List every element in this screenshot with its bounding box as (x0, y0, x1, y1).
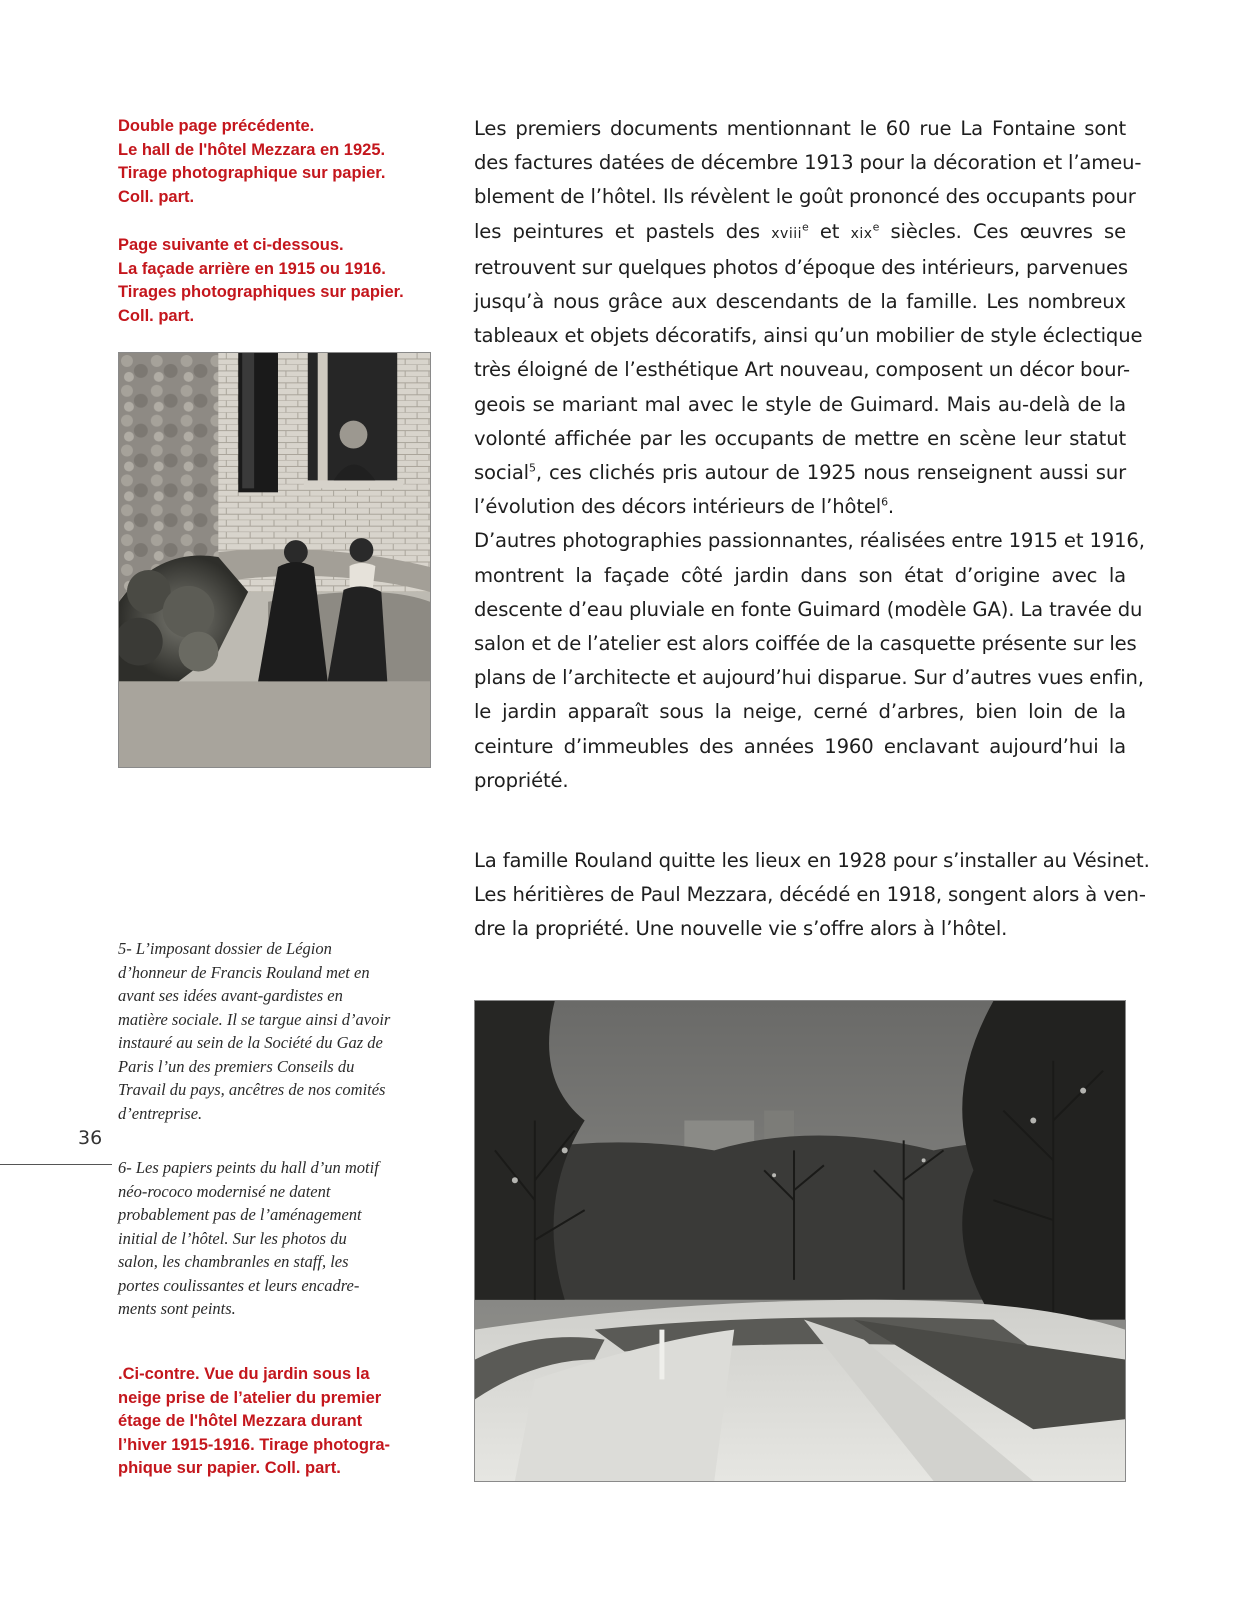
body-line (474, 215, 1126, 251)
body-line: salon et de l’atelier est alors coiffée de la casquette présente sur les (474, 632, 1137, 656)
footnote-6 (118, 1156, 438, 1321)
text-run: . (887, 495, 895, 519)
body-line: tableaux et objets décoratifs, ainsi qu’un mobilier de style éclectique (474, 324, 1143, 348)
century-numeral: xix (850, 225, 873, 242)
text-run: et (808, 219, 851, 243)
caption-previous-spread (118, 115, 428, 209)
caption-line: Coll. part. (118, 187, 195, 206)
footnote-5 (118, 937, 438, 1125)
body-line: le jardin apparaît sous la neige, cerné d’arbres, bien loin de la (474, 700, 1126, 724)
body-line: geois se mariant mal avec le style de Guimard. Mais au-delà de la (474, 392, 1126, 416)
footnote-ref-6[interactable]: 6 (881, 495, 888, 509)
body-paragraph-1 (474, 112, 1145, 798)
body-line: propriété. (474, 768, 569, 792)
footnote-line: 5- L’imposant dossier de Légion (118, 939, 332, 958)
body-line (474, 490, 1126, 524)
footnote-line: néo-rococo modernisé ne datent (118, 1181, 331, 1201)
footnote-line: Paris l’un des premiers Conseils du (118, 1056, 355, 1076)
photo-garden-snow (474, 1000, 1126, 1482)
century-numeral: xviii (771, 225, 803, 242)
footnote-line: initial de l’hôtel. Sur les photos du (118, 1228, 347, 1248)
footnote-line: d’honneur de Francis Rouland met en (118, 962, 370, 982)
text-run: social (474, 461, 529, 485)
text-run: , ces clichés pris autour de 1925 nous renseignent aussi sur (535, 461, 1126, 485)
caption-line: Le hall de l'hôtel Mezzara en 1925. (118, 140, 386, 159)
superscript: e (872, 220, 880, 234)
body-line: descente d’eau pluviale en fonte Guimard (modèle GA). La travée du (474, 597, 1143, 621)
caption-line: Page suivante et ci-dessous. (118, 236, 344, 254)
caption-facade (118, 234, 428, 328)
footnote-line: 6- Les papiers peints du hall d’un motif (118, 1158, 379, 1177)
footnote-ref-5[interactable]: 5 (528, 461, 536, 475)
body-line: Les héritières de Paul Mezzara, décédé en 1918, songent alors à ven- (474, 883, 1146, 907)
footnote-line: instauré au sein de la Société du Gaz de (118, 1033, 383, 1052)
body-line: des factures datées de décembre 1913 pour la décoration et l’ameu- (474, 151, 1142, 175)
body-line: La famille Rouland quitte les lieux en 1928 pour s’installer au Vésinet. (474, 849, 1150, 872)
body-line (474, 456, 1126, 490)
caption-line: La façade arrière en 1915 ou 1916. (118, 259, 386, 278)
body-paragraph-2 (474, 844, 1150, 947)
body-line: blement de l’hôtel. Ils révèlent le goût prononcé des occupants pour (474, 185, 1136, 209)
page-number: 36 (78, 1127, 103, 1149)
footnote-line: matière sociale. Il se targue ainsi d’avoir (118, 1009, 391, 1029)
caption-line: Double page précédente. (118, 117, 315, 135)
caption-line: neige prise de l’atelier du premier (118, 1388, 382, 1407)
body-line: dre la propriété. Une nouvelle vie s’offre alors à l’hôtel. (474, 917, 1008, 941)
caption-line: Tirage photographique sur papier. (118, 164, 386, 182)
photo-garden-drawing (475, 1001, 1125, 1481)
footnote-line: avant ses idées avant-gardistes en (118, 986, 343, 1005)
caption-line: Coll. part. (118, 306, 195, 325)
body-line: plans de l’architecte et aujourd’hui disparue. Sur d’autres vues enfin, (474, 666, 1144, 690)
footnote-line: probablement pas de l’aménagement (118, 1205, 362, 1224)
photo-facade-drawing (119, 353, 430, 767)
caption-line: étage de l'hôtel Mezzara durant (118, 1412, 363, 1430)
footnote-line: Travail du pays, ancêtres de nos comités (118, 1080, 386, 1099)
caption-line: Tirages photographiques sur papier. (118, 283, 404, 301)
caption-line: phique sur papier. Coll. part. (118, 1459, 341, 1477)
body-line: Les premiers documents mentionnant le 60 rue La Fontaine sont (474, 117, 1126, 140)
footnote-line: d’entreprise. (118, 1103, 203, 1123)
superscript: e (802, 220, 809, 234)
footnote-line: ments sont peints. (118, 1299, 236, 1318)
text-run: les peintures et pastels des (474, 219, 772, 243)
text-run: l’évolution des décors intérieurs de l’hôtel (474, 495, 882, 519)
body-line: volonté affichée par les occupants de mettre en scène leur statut (474, 426, 1126, 450)
body-line: ceinture d’immeubles des années 1960 enclavant aujourd’hui la (474, 734, 1126, 758)
body-line: montrent la façade côté jardin dans son état d’origine avec la (474, 563, 1126, 587)
caption-line: l’hiver 1915-1916. Tirage photogra- (118, 1435, 391, 1454)
body-line: D’autres photographies passionnantes, réalisées entre 1915 et 1916, (474, 529, 1145, 553)
page-number-rule (0, 1164, 112, 1165)
caption-garden-snow (118, 1363, 438, 1481)
caption-line: .Ci-contre. Vue du jardin sous la (118, 1365, 370, 1383)
body-line: jusqu’à nous grâce aux descendants de la famille. Les nombreux (474, 290, 1126, 314)
text-run: siècles. Ces œuvres se (879, 219, 1126, 243)
footnote-line: salon, les chambranles en staff, les (118, 1252, 349, 1271)
photo-facade-two-women (118, 352, 431, 768)
footnote-line: portes coulissantes et leurs encadre- (118, 1275, 360, 1295)
body-line: retrouvent sur quelques photos d’époque des intérieurs, parvenues (474, 255, 1128, 279)
body-line: très éloigné de l’esthétique Art nouveau, composent un décor bour- (474, 358, 1130, 382)
